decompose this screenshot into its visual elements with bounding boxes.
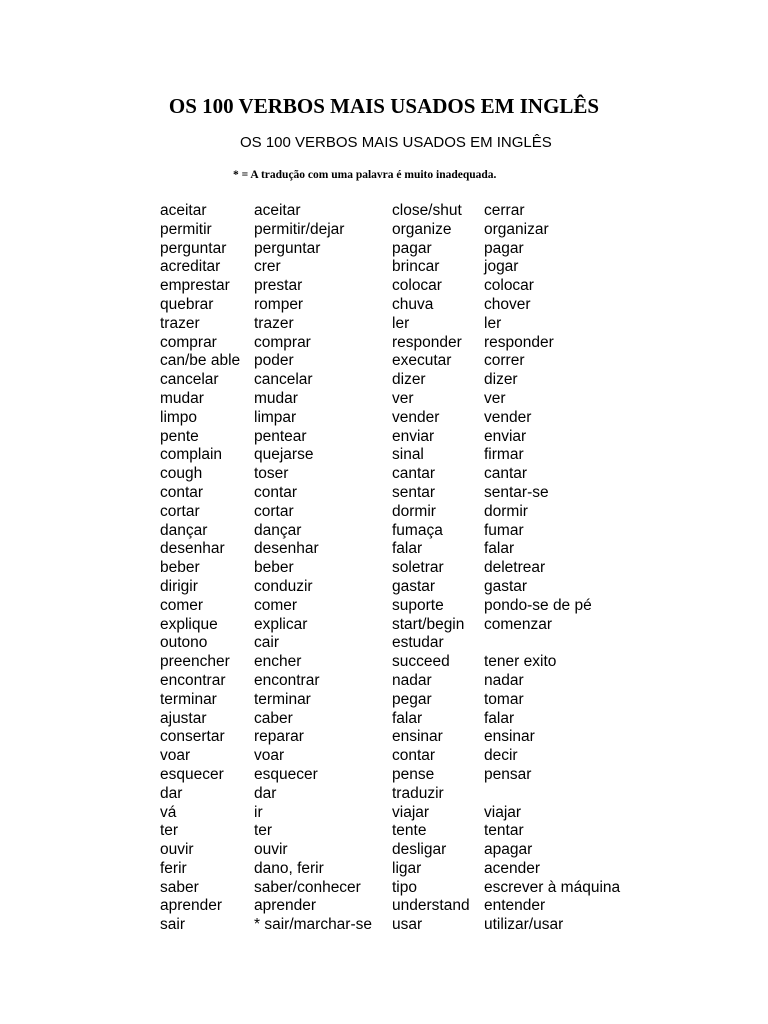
cell-translation-1: mudar xyxy=(254,389,298,407)
cell-verb-2: vender xyxy=(392,408,440,426)
cell-verb-pt: outono xyxy=(160,634,208,652)
cell-verb-2: chuva xyxy=(392,295,434,313)
cell-translation-1: permitir/dejar xyxy=(254,220,345,238)
table-row xyxy=(160,371,660,390)
cell-translation-1: terminar xyxy=(254,690,311,708)
cell-translation-1: dançar xyxy=(254,521,302,539)
cell-verb-2: soletrar xyxy=(392,559,444,577)
cell-verb-2: contar xyxy=(392,747,436,765)
cell-verb-pt: contar xyxy=(160,483,204,501)
cell-verb-pt: ter xyxy=(160,822,179,840)
cell-verb-2: succeed xyxy=(392,653,450,671)
cell-verb-pt: voar xyxy=(160,747,191,765)
cell-translation-1: voar xyxy=(254,747,285,765)
cell-translation-1: aprender xyxy=(254,897,317,915)
cell-translation-1: encher xyxy=(254,653,302,671)
table-row xyxy=(160,277,660,296)
cell-translation-1: * sair/marchar-se xyxy=(254,916,372,934)
table-row xyxy=(160,747,660,766)
cell-verb-2: tente xyxy=(392,822,427,840)
cell-verb-2: brincar xyxy=(392,258,440,276)
table-row xyxy=(160,860,660,879)
cell-verb-2: pense xyxy=(392,765,435,783)
cell-translation-1: caber xyxy=(254,709,293,727)
cell-translation-1: pentear xyxy=(254,427,307,445)
cell-translation-2: dormir xyxy=(484,502,528,520)
cell-verb-2: ensinar xyxy=(392,728,443,746)
table-row xyxy=(160,503,660,522)
cell-translation-2: organizar xyxy=(484,220,549,238)
cell-translation-2: ler xyxy=(484,314,502,332)
cell-verb-pt: mudar xyxy=(160,389,204,407)
cell-verb-pt: cancelar xyxy=(160,371,219,389)
cell-translation-1: encontrar xyxy=(254,671,320,689)
cell-verb-2: understand xyxy=(392,897,470,915)
cell-translation-2: jogar xyxy=(484,258,519,276)
table-row xyxy=(160,672,660,691)
table-row xyxy=(160,409,660,428)
cell-translation-2: ensinar xyxy=(484,728,535,746)
cell-verb-pt: saber xyxy=(160,878,199,896)
document-subtitle: OS 100 VERBOS MAIS USADOS EM INGLÊS xyxy=(240,134,552,151)
cell-verb-2: close/shut xyxy=(392,202,462,219)
table-row xyxy=(160,202,660,221)
cell-translation-2: enviar xyxy=(484,427,527,445)
table-row xyxy=(160,841,660,860)
cell-translation-2: cantar xyxy=(484,465,528,483)
cell-verb-pt: dar xyxy=(160,784,183,802)
cell-verb-pt: desenhar xyxy=(160,540,225,558)
table-row xyxy=(160,766,660,785)
cell-translation-1: reparar xyxy=(254,728,304,746)
cell-translation-1: perguntar xyxy=(254,239,321,257)
cell-verb-2: estudar xyxy=(392,634,444,652)
cell-translation-2: acender xyxy=(484,859,541,877)
cell-translation-1: aceitar xyxy=(254,202,301,219)
cell-verb-2: viajar xyxy=(392,803,430,821)
document-title: OS 100 VERBOS MAIS USADOS EM INGLÊS xyxy=(168,94,600,118)
cell-translation-2: tomar xyxy=(484,690,524,708)
cell-verb-2: ligar xyxy=(392,859,422,877)
cell-translation-1: desenhar xyxy=(254,540,319,558)
cell-translation-1: contar xyxy=(254,483,298,501)
table-row xyxy=(160,785,660,804)
cell-verb-2: fumaça xyxy=(392,521,443,539)
table-row xyxy=(160,634,660,653)
table-row xyxy=(160,578,660,597)
cell-verb-pt: vá xyxy=(160,803,177,821)
cell-verb-2: dizer xyxy=(392,371,426,389)
cell-verb-pt: emprestar xyxy=(160,277,230,295)
cell-verb-2: ler xyxy=(392,314,410,332)
cell-translation-2: tentar xyxy=(484,822,524,840)
cell-translation-1: romper xyxy=(254,295,304,313)
cell-translation-1: limpar xyxy=(254,408,297,426)
cell-verb-2: cantar xyxy=(392,465,436,483)
table-row xyxy=(160,710,660,729)
cell-translation-1: saber/conhecer xyxy=(254,878,361,896)
table-row xyxy=(160,315,660,334)
cell-translation-1: cair xyxy=(254,634,279,652)
cell-translation-2: pensar xyxy=(484,765,532,783)
cell-translation-2: apagar xyxy=(484,841,533,859)
table-row xyxy=(160,916,660,935)
cell-verb-pt: terminar xyxy=(160,690,217,708)
cell-verb-2: nadar xyxy=(392,671,432,689)
cell-translation-2: responder xyxy=(484,333,554,351)
cell-verb-2: desligar xyxy=(392,841,447,859)
cell-verb-pt: aprender xyxy=(160,897,223,915)
cell-verb-pt: trazer xyxy=(160,314,200,332)
cell-verb-pt: esquecer xyxy=(160,765,224,783)
cell-verb-pt: sair xyxy=(160,916,185,934)
cell-verb-2: organize xyxy=(392,220,452,238)
cell-translation-1: esquecer xyxy=(254,765,318,783)
cell-translation-2: nadar xyxy=(484,671,524,689)
cell-verb-pt: perguntar xyxy=(160,239,227,257)
cell-translation-1: poder xyxy=(254,352,294,370)
cell-verb-pt: cough xyxy=(160,465,203,483)
cell-verb-pt: comprar xyxy=(160,333,217,351)
cell-verb-pt: preencher xyxy=(160,653,230,671)
cell-translation-2: escrever à máquina xyxy=(484,878,621,896)
table-row xyxy=(160,484,660,503)
cell-translation-2: sentar-se xyxy=(484,483,549,501)
table-row xyxy=(160,597,660,616)
cell-verb-pt: dançar xyxy=(160,521,208,539)
cell-verb-pt: consertar xyxy=(160,728,225,746)
table-row xyxy=(160,446,660,465)
translation-note: * = A tradução com uma palavra é muito inadequada. xyxy=(233,169,497,181)
cell-verb-2: tipo xyxy=(392,878,417,896)
cell-verb-2: sinal xyxy=(392,446,424,464)
cell-translation-2: chover xyxy=(484,295,531,313)
cell-translation-1: beber xyxy=(254,559,294,577)
cell-translation-2: vender xyxy=(484,408,532,426)
table-row xyxy=(160,822,660,841)
cell-translation-2: deletrear xyxy=(484,559,546,577)
table-row xyxy=(160,390,660,409)
cell-translation-1: comprar xyxy=(254,333,311,351)
cell-verb-pt: cortar xyxy=(160,502,200,520)
table-row xyxy=(160,240,660,259)
cell-verb-pt: ferir xyxy=(160,859,187,877)
cell-verb-2: dormir xyxy=(392,502,436,520)
cell-translation-2: utilizar/usar xyxy=(484,916,564,934)
table-row xyxy=(160,428,660,447)
cell-translation-1: ir xyxy=(254,803,263,821)
cell-verb-pt: encontrar xyxy=(160,671,226,689)
cell-translation-2: tener exito xyxy=(484,653,557,671)
cell-translation-1: trazer xyxy=(254,314,294,332)
cell-verb-pt: ouvir xyxy=(160,841,194,859)
cell-verb-2: usar xyxy=(392,916,423,934)
cell-verb-pt: dirigir xyxy=(160,577,198,595)
cell-translation-1: prestar xyxy=(254,277,303,295)
cell-translation-1: cancelar xyxy=(254,371,313,389)
cell-verb-pt: ajustar xyxy=(160,709,207,727)
cell-translation-1: explicar xyxy=(254,615,308,633)
table-row xyxy=(160,897,660,916)
cell-translation-1: quejarse xyxy=(254,446,314,464)
cell-translation-2: correr xyxy=(484,352,525,370)
table-row xyxy=(160,540,660,559)
cell-verb-pt: acreditar xyxy=(160,258,221,276)
cell-translation-2: pagar xyxy=(484,239,524,257)
cell-translation-1: conduzir xyxy=(254,577,313,595)
cell-verb-2: suporte xyxy=(392,596,444,614)
cell-verb-2: responder xyxy=(392,333,462,351)
cell-translation-1: ouvir xyxy=(254,841,288,859)
table-row xyxy=(160,258,660,277)
cell-translation-2: entender xyxy=(484,897,546,915)
cell-translation-2: comenzar xyxy=(484,615,553,633)
table-row xyxy=(160,296,660,315)
cell-translation-2: ver xyxy=(484,389,506,407)
cell-verb-2: executar xyxy=(392,352,452,370)
cell-verb-pt: comer xyxy=(160,596,204,614)
table-row xyxy=(160,728,660,747)
table-row xyxy=(160,465,660,484)
cell-translation-2: pondo-se de pé xyxy=(484,596,592,614)
cell-translation-2: decir xyxy=(484,747,518,765)
cell-translation-2: gastar xyxy=(484,577,528,595)
cell-translation-2: viajar xyxy=(484,803,522,821)
cell-verb-2: colocar xyxy=(392,277,442,295)
cell-translation-2: falar xyxy=(484,709,515,727)
verb-table xyxy=(160,202,660,935)
cell-verb-pt: explique xyxy=(160,615,218,633)
cell-translation-2: falar xyxy=(484,540,515,558)
table-row xyxy=(160,522,660,541)
cell-verb-2: gastar xyxy=(392,577,436,595)
cell-verb-pt: limpo xyxy=(160,408,198,426)
cell-verb-pt: pente xyxy=(160,427,199,445)
cell-translation-1: cortar xyxy=(254,502,294,520)
cell-verb-pt: complain xyxy=(160,446,223,464)
cell-verb-2: start/begin xyxy=(392,615,465,633)
cell-translation-1: dar xyxy=(254,784,277,802)
table-row xyxy=(160,879,660,898)
cell-verb-pt: aceitar xyxy=(160,202,207,219)
cell-verb-2: falar xyxy=(392,709,423,727)
cell-verb-2: pagar xyxy=(392,239,432,257)
table-row xyxy=(160,352,660,371)
cell-verb-pt: beber xyxy=(160,559,200,577)
cell-translation-2: cerrar xyxy=(484,202,525,219)
cell-verb-pt: can/be able xyxy=(160,352,241,370)
cell-verb-pt: quebrar xyxy=(160,295,214,313)
table-row xyxy=(160,691,660,710)
cell-translation-1: dano, ferir xyxy=(254,859,324,877)
cell-translation-1: ter xyxy=(254,822,273,840)
table-row xyxy=(160,334,660,353)
cell-translation-2: dizer xyxy=(484,371,518,389)
cell-verb-2: falar xyxy=(392,540,423,558)
table-row xyxy=(160,653,660,672)
cell-translation-1: toser xyxy=(254,465,289,483)
cell-verb-2: sentar xyxy=(392,483,436,501)
cell-translation-1: comer xyxy=(254,596,298,614)
cell-verb-2: pegar xyxy=(392,690,432,708)
table-row xyxy=(160,221,660,240)
cell-translation-2: firmar xyxy=(484,446,524,464)
cell-verb-2: enviar xyxy=(392,427,435,445)
table-row xyxy=(160,804,660,823)
table-row xyxy=(160,559,660,578)
cell-verb-pt: permitir xyxy=(160,220,212,238)
cell-translation-2: fumar xyxy=(484,521,524,539)
cell-translation-2: colocar xyxy=(484,277,534,295)
table-row xyxy=(160,616,660,635)
cell-translation-1: crer xyxy=(254,258,281,276)
cell-verb-2: ver xyxy=(392,389,414,407)
cell-verb-2: traduzir xyxy=(392,784,444,802)
